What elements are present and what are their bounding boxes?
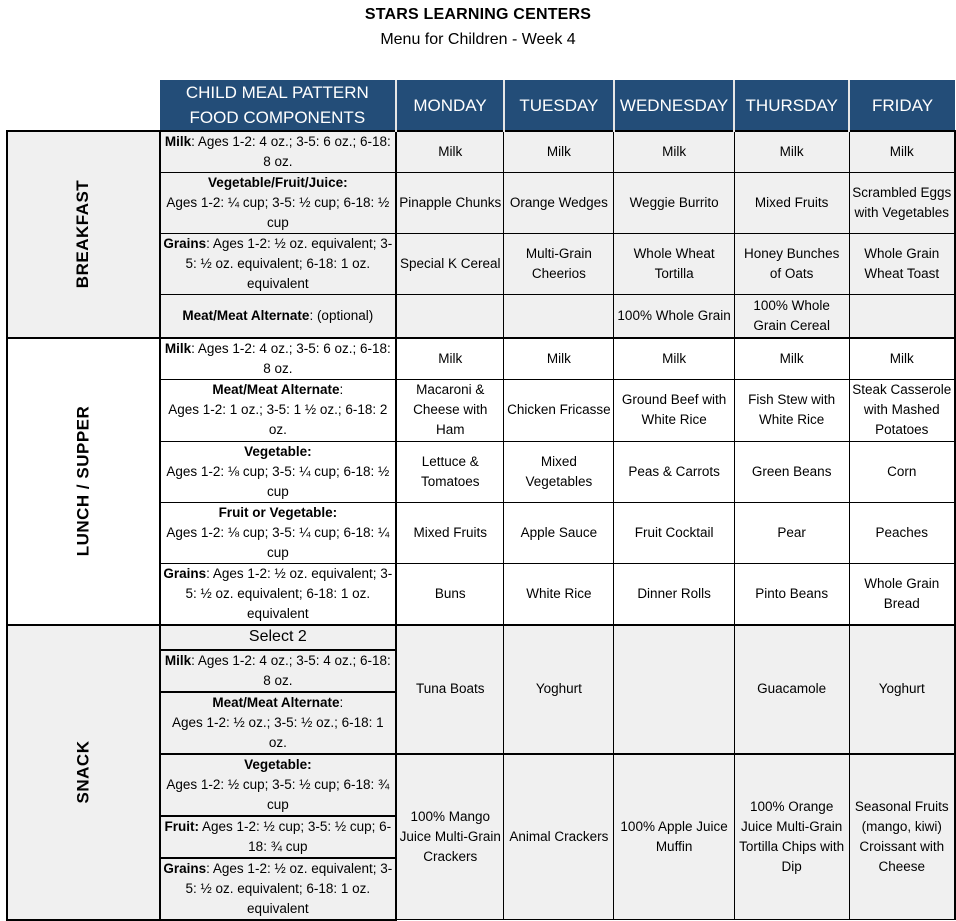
menu-cell — [396, 295, 504, 338]
menu-cell: 100% Mango Juice Multi-Grain Crackers — [396, 754, 504, 920]
menu-cell: Mixed Vegetables — [504, 441, 614, 502]
menu-cell: Mixed Fruits — [396, 502, 504, 563]
menu-cell: 100% Orange Juice Multi-Grain Tortilla Chips with Dip — [734, 754, 849, 920]
page-title: STARS LEARNING CENTERS — [364, 6, 592, 23]
component-cell: Vegetable: Ages 1-2: ½ cup; 3-5: ½ cup; 6-18: ¾ cup — [160, 754, 397, 816]
section-label-snack: SNACK — [7, 625, 160, 920]
component-cell: Grains: Ages 1-2: ½ oz. equivalent; 3-5: ½ oz. equivalent; 6-18: 1 oz. equivalent — [160, 563, 397, 625]
menu-cell: Pinto Beans — [734, 563, 849, 625]
menu-cell: Animal Crackers — [504, 754, 614, 920]
snack-row-select — [7, 625, 955, 650]
component-cell: Milk: Ages 1-2: 4 oz.; 3-5: 4 oz.; 6-18: 8 oz. — [160, 650, 397, 692]
menu-cell: Pear — [734, 502, 849, 563]
component-cell: Grains: Ages 1-2: ½ oz. equivalent; 3-5: ½ oz. equivalent; 6-18: 1 oz. equivalent — [160, 858, 397, 920]
day-header-wednesday: WEDNESDAY — [614, 80, 734, 131]
menu-cell: Fish Stew with White Rice — [734, 379, 849, 441]
component-cell: Milk: Ages 1-2: 4 oz.; 3-5: 6 oz.; 6-18: 8 oz. — [160, 338, 397, 380]
menu-cell: Milk — [734, 338, 849, 380]
menu-cell: Peas & Carrots — [614, 441, 734, 502]
section-label-breakfast: BREAKFAST — [7, 131, 160, 338]
menu-cell: Milk — [849, 338, 955, 380]
day-header-thursday: THURSDAY — [734, 80, 849, 131]
corner-cell — [7, 80, 160, 131]
breakfast-row-milk — [7, 131, 955, 173]
menu-cell: 100% Whole Grain — [614, 295, 734, 338]
day-header-tuesday: TUESDAY — [504, 80, 614, 131]
menu-cell: Weggie Burrito — [614, 173, 734, 234]
menu-cell: Milk — [396, 338, 504, 380]
menu-cell: Green Beans — [734, 441, 849, 502]
day-header-monday: MONDAY — [396, 80, 504, 131]
component-cell: Grains: Ages 1-2: ½ oz. equivalent; 3-5: ½ oz. equivalent; 6-18: 1 oz. equivalent — [160, 234, 397, 295]
menu-cell: Milk — [849, 131, 955, 173]
menu-cell: Orange Wedges — [504, 173, 614, 234]
menu-table — [6, 80, 956, 921]
menu-cell: Milk — [504, 131, 614, 173]
lunch-row-milk — [7, 338, 955, 380]
menu-cell: Milk — [504, 338, 614, 380]
menu-cell: Whole Grain Bread — [849, 563, 955, 625]
menu-cell: Buns — [396, 563, 504, 625]
menu-cell: Special K Cereal — [396, 234, 504, 295]
day-header-friday: FRIDAY — [849, 80, 955, 131]
menu-cell: Corn — [849, 441, 955, 502]
select-2-label: Select 2 — [160, 625, 397, 650]
menu-cell: Macaroni & Cheese with Ham — [396, 379, 504, 441]
page-subtitle: Menu for Children - Week 4 — [380, 31, 576, 48]
component-cell: Fruit: Ages 1-2: ½ cup; 3-5: ½ cup; 6-18: ¾ cup — [160, 816, 397, 858]
menu-cell: 100% Apple Juice Muffin — [614, 754, 734, 920]
menu-cell: Whole Wheat Tortilla — [614, 234, 734, 295]
components-header: CHILD MEAL PATTERN FOOD COMPONENTS — [160, 80, 397, 131]
menu-cell: Honey Bunches of Oats — [734, 234, 849, 295]
menu-cell: Milk — [614, 131, 734, 173]
menu-cell — [849, 295, 955, 338]
menu-cell: Milk — [734, 131, 849, 173]
menu-cell: Multi-Grain Cheerios — [504, 234, 614, 295]
menu-cell: Lettuce & Tomatoes — [396, 441, 504, 502]
menu-cell: White Rice — [504, 563, 614, 625]
component-cell: Vegetable/Fruit/Juice: Ages 1-2: ¼ cup; 3-5: ½ cup; 6-18: ½ cup — [160, 173, 397, 234]
menu-cell: Peaches — [849, 502, 955, 563]
component-cell: Meat/Meat Alternate: Ages 1-2: 1 oz.; 3-5: 1 ½ oz.; 6-18: 2 oz. — [160, 379, 397, 441]
menu-cell: 100% Whole Grain Cereal — [734, 295, 849, 338]
menu-cell: Seasonal Fruits (mango, kiwi) Croissant with Cheese — [849, 754, 955, 920]
menu-cell: Fruit Cocktail — [614, 502, 734, 563]
menu-cell: Mixed Fruits — [734, 173, 849, 234]
menu-cell: Milk — [396, 131, 504, 173]
component-cell: Meat/Meat Alternate: Ages 1-2: ½ oz.; 3-5: ½ oz.; 6-18: 1 oz. — [160, 692, 397, 754]
menu-cell — [504, 295, 614, 338]
menu-cell: Tuna Boats — [396, 625, 504, 754]
section-label-lunch: LUNCH / SUPPER — [7, 338, 160, 625]
menu-cell: Yoghurt — [849, 625, 955, 754]
menu-cell: Guacamole — [734, 625, 849, 754]
menu-cell: Ground Beef with White Rice — [614, 379, 734, 441]
menu-cell: Dinner Rolls — [614, 563, 734, 625]
component-cell: Meat/Meat Alternate: (optional) — [160, 295, 397, 338]
menu-cell: Yoghurt — [504, 625, 614, 754]
menu-cell: Steak Casserole with Mashed Potatoes — [849, 379, 955, 441]
menu-cell: Milk — [614, 338, 734, 380]
menu-cell: Apple Sauce — [504, 502, 614, 563]
menu-cell — [614, 625, 734, 754]
component-cell: Fruit or Vegetable: Ages 1-2: ⅛ cup; 3-5: ¼ cup; 6-18: ¼ cup — [160, 502, 397, 563]
menu-cell: Chicken Fricasse — [504, 379, 614, 441]
menu-cell: Scrambled Eggs with Vegetables — [849, 173, 955, 234]
component-cell: Milk: Ages 1-2: 4 oz.; 3-5: 6 oz.; 6-18: 8 oz. — [160, 131, 397, 173]
menu-cell: Pinapple Chunks — [396, 173, 504, 234]
component-cell: Vegetable: Ages 1-2: ⅛ cup; 3-5: ¼ cup; 6-18: ½ cup — [160, 441, 397, 502]
header-row — [7, 80, 955, 131]
menu-cell: Whole Grain Wheat Toast — [849, 234, 955, 295]
